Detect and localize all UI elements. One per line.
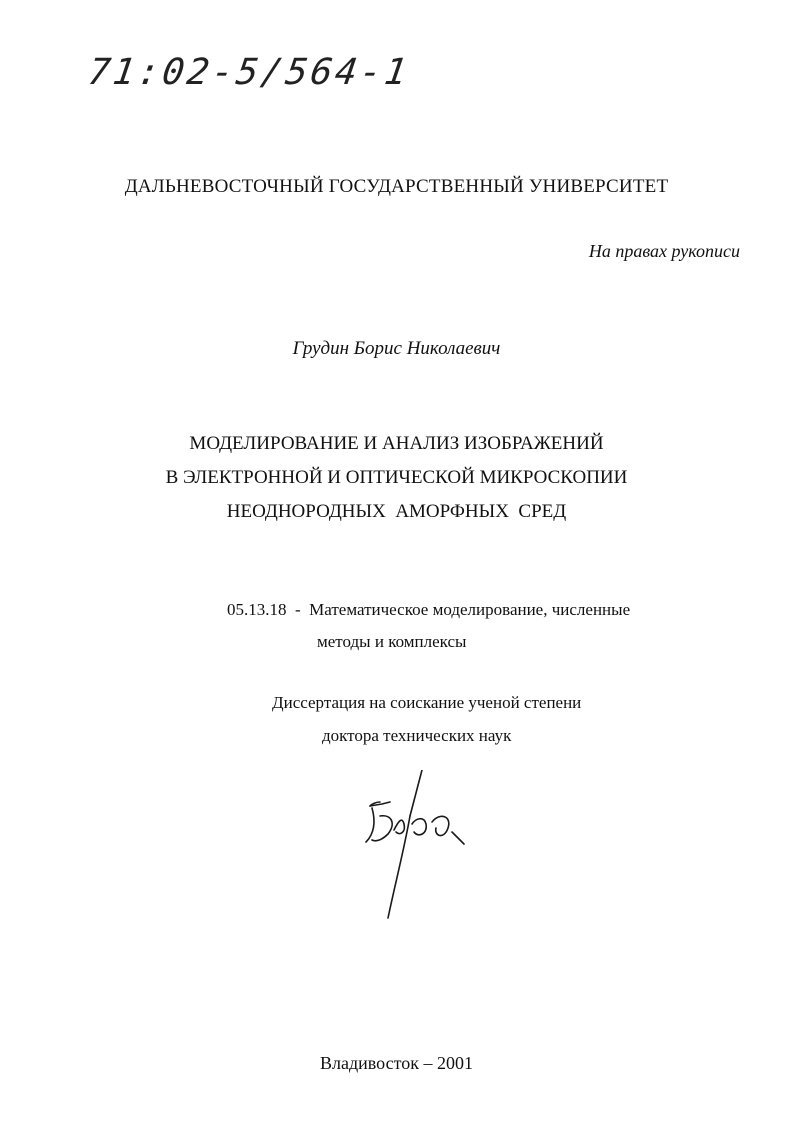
specialty-line-1: 05.13.18 - Математическое моделирование, численные — [227, 600, 631, 619]
specialty-line-2: методы и комплексы — [317, 632, 467, 651]
place-year: Владивосток – 2001 — [320, 1053, 473, 1073]
degree-line-2: доктора технических наук — [322, 726, 512, 745]
title-line-2: В ЭЛЕКТРОННОЙ И ОПТИЧЕСКОЙ МИКРОСКОПИИ — [165, 467, 628, 488]
degree-line-1: Диссертация на соискание ученой степени — [272, 693, 582, 712]
title-line-1: МОДЕЛИРОВАНИЕ И АНАЛИЗ ИЗОБРАЖЕНИЙ — [189, 433, 604, 454]
author-name: Грудин Борис Николаевич — [292, 338, 501, 359]
dissertation-title — [0, 427, 793, 529]
university-name: ДАЛЬНЕВОСТОЧНЫЙ ГОСУДАРСТВЕННЫЙ УНИВЕРСИТЕТ — [124, 176, 669, 197]
signature-icon — [352, 770, 472, 930]
rights-note: На правах рукописи — [588, 241, 740, 261]
title-line-3: НЕОДНОРОДНЫХ АМОРФНЫХ СРЕД — [226, 501, 567, 522]
archive-code: 71:02-5/564-1 — [85, 52, 413, 93]
